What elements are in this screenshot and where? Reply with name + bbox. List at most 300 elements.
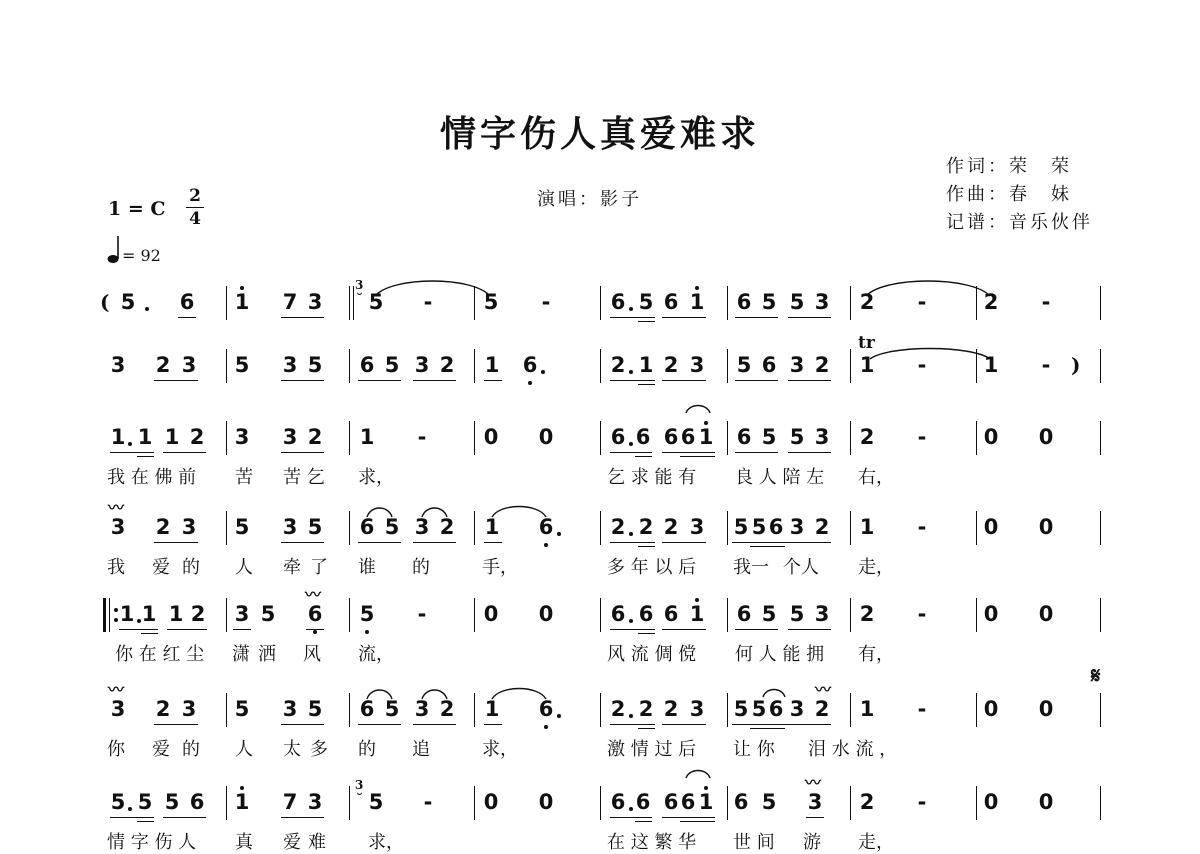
note: 2 [189,425,205,449]
slur-arc [365,503,394,519]
mordent-mark: 〰 [305,585,322,604]
barline [474,349,475,383]
note: 1 [698,790,714,814]
slur-arc [420,685,449,701]
slur-arc [868,343,992,361]
note: 3 [689,697,705,721]
note: - [417,602,427,626]
lyric-text: 太 [283,739,301,760]
note: 1 [164,425,180,449]
note: 1 [119,602,135,626]
low-octave-dot [313,630,317,634]
augmentation-dot [629,307,633,311]
note: 1 [859,515,875,539]
fermata-mark-3: 3 [355,278,364,292]
note: 5 [789,425,805,449]
slur-arc [684,766,712,780]
lyric-text: 的 [412,557,430,578]
note: 5 [359,602,375,626]
lyric-text: 洒 [258,644,276,665]
underline-beam [662,380,706,381]
high-octave-dot [695,286,699,290]
note: 0 [538,790,554,814]
underline-beam [484,724,502,725]
note: 3 [414,353,430,377]
note: 6 [522,353,538,377]
note: 0 [483,790,499,814]
note: 5 [120,290,136,314]
underline-beam [413,542,456,543]
lyric-text: 走， [858,557,894,578]
barline [474,786,475,820]
underline-beam [306,629,324,630]
note: - [423,290,433,314]
note: 6 [359,353,375,377]
open-paren: ( [100,290,110,314]
mordent-mark: 〰 [108,498,125,517]
slur-arc [420,503,449,519]
underline-beam [233,629,251,630]
note: 1 [638,353,654,377]
note: 5 [638,290,654,314]
note: 5 [733,515,749,539]
lyric-text: 的 [358,739,376,760]
note: 6 [663,425,679,449]
note: - [1041,353,1051,377]
slur-arc [864,274,992,298]
lyric-text: 在 这 繁 华 [607,832,697,853]
lyric-text: 爱 [152,739,170,760]
barline [727,598,728,632]
lyric-text: 情 字 伤 人 [107,832,197,853]
barline [600,286,601,320]
note: 3 [234,602,250,626]
note: 2 [859,425,875,449]
note: 6 [736,425,752,449]
high-octave-dot [240,286,244,290]
augmentation-dot [629,619,633,623]
underline-beam [732,542,831,543]
underline-beam [178,317,196,318]
underline-beam [680,456,715,457]
note: 7 [282,290,298,314]
repeat-barline-thick [103,598,106,632]
note: 6 [638,602,654,626]
lyric-text: 乞 求 能 有 [607,467,697,488]
barline [226,786,227,820]
note: 1 [234,290,250,314]
barline [349,286,350,320]
note: 5 [761,602,777,626]
high-octave-dot [704,421,708,425]
lyric-text: 真 [235,832,253,853]
note: 0 [1038,515,1054,539]
note: 2 [859,290,875,314]
note: 5 [368,790,384,814]
lyric-text: 人 [235,739,253,760]
lyric-text: 流， [358,644,394,665]
note: 1 [484,515,500,539]
time-signature-bottom: 4 [189,209,201,229]
underline-beam [735,629,778,630]
lyric-text: 的 [182,557,200,578]
note: 1 [859,697,875,721]
augmentation-dot [557,714,561,718]
note: 2 [638,515,654,539]
underline-beam [484,380,502,381]
barline [976,598,977,632]
barline [349,693,350,727]
underline-beam [788,317,831,318]
underline-beam [638,728,655,729]
barline-double [353,286,354,320]
lyric-text: 了 [310,557,328,578]
barline [1100,349,1101,383]
note: 3 [814,425,830,449]
note: 2 [663,353,679,377]
note: 3 [282,515,298,539]
note: 6 [768,515,784,539]
note: 0 [1038,697,1054,721]
low-octave-dot [528,381,532,385]
note: 6 [538,697,554,721]
lyricist-credit: 作词：荣 荣 [946,156,1072,177]
lyric-text: 多 [310,739,328,760]
underline-beam [167,629,207,630]
barline [727,349,728,383]
barline [600,511,601,545]
breath-mark: ˘ [356,792,363,808]
underline-beam [358,724,401,725]
underline-beam [110,452,154,453]
barline [474,511,475,545]
note: - [423,790,433,814]
note: 5 [307,697,323,721]
barline [474,598,475,632]
note: 2 [814,697,830,721]
note: 1 [234,790,250,814]
underline-beam [110,817,154,818]
slur-arc [761,685,787,699]
augmentation-dot [629,442,633,446]
barline [600,349,601,383]
note: 0 [983,425,999,449]
note: 3 [110,515,126,539]
barline [474,693,475,727]
note: 2 [663,697,679,721]
note: 6 [736,290,752,314]
barline [349,421,350,455]
note: - [917,353,927,377]
barline [600,598,601,632]
note: 3 [181,515,197,539]
note: 5 [761,290,777,314]
underline-beam [484,542,502,543]
fermata-mark-3: 3 [355,778,364,792]
barline [349,598,350,632]
note: 1 [110,425,126,449]
note: 6 [680,425,696,449]
note: 6 [635,425,651,449]
barline [474,421,475,455]
lyric-text: 良 人 陪 左 [735,467,825,488]
note: 6 [663,790,679,814]
note: 2 [439,353,455,377]
underline-beam [281,817,324,818]
mordent-mark: 〰 [805,773,822,792]
note: - [917,697,927,721]
note: 6 [610,790,626,814]
lyric-text: 追 [412,739,430,760]
lyric-text: 游 [803,832,821,853]
lyric-text: 让 你 [733,739,775,760]
note: 2 [307,425,323,449]
lyric-text: 求， [368,832,404,853]
note: 1 [983,353,999,377]
barline [727,693,728,727]
note: 3 [689,353,705,377]
barline [727,511,728,545]
note: 5 [761,425,777,449]
underline-beam [137,456,154,457]
barline [976,421,977,455]
augmentation-dot [557,532,561,536]
underline-beam [154,380,198,381]
note: 3 [282,353,298,377]
barline [976,349,977,383]
note: 5 [483,290,499,314]
slur-arc [490,683,548,701]
underline-beam [413,380,456,381]
barline [1100,693,1101,727]
note: 6 [663,290,679,314]
low-octave-dot [365,630,369,634]
lyric-text: 多 年 以 后 [607,557,697,578]
lyric-text: 泪 水 流 ， [808,739,898,760]
note: - [417,425,427,449]
note: 6 [179,290,195,314]
note: 2 [439,697,455,721]
note: 1 [141,602,157,626]
note: 3 [414,697,430,721]
barline [474,286,475,320]
augmentation-dot [629,532,633,536]
underline-beam [610,317,655,318]
underline-beam [610,817,652,818]
note: 7 [282,790,298,814]
barline [349,349,350,383]
slur-arc [365,685,394,701]
barline [850,349,851,383]
note: 5 [164,790,180,814]
lyric-text: 难 [308,832,326,853]
underline-beam [163,817,206,818]
barline [850,421,851,455]
note: 6 [359,515,375,539]
underline-beam [735,452,778,453]
note: 6 [733,790,749,814]
lyric-text: 我 在 佛 前 [107,467,197,488]
note: 0 [983,790,999,814]
augmentation-dot [629,714,633,718]
underline-beam [610,452,652,453]
note: 6 [768,697,784,721]
note: 5 [789,602,805,626]
note: 5 [234,515,250,539]
barline [226,693,227,727]
underline-beam [610,629,655,630]
close-paren: ) [1071,353,1081,377]
note: 0 [538,602,554,626]
barline [226,421,227,455]
underline-beam [732,724,831,725]
tempo-marking: = 92 [122,246,161,265]
quarter-note-icon [107,234,123,266]
mordent-mark: 〰 [108,680,125,699]
note: 3 [282,697,298,721]
note: 1 [698,425,714,449]
note: 0 [1038,425,1054,449]
time-signature-top: 2 [189,186,201,206]
augmentation-dot [629,807,633,811]
note: 1 [168,602,184,626]
barline [226,511,227,545]
underline-beam [735,317,778,318]
note: 5 [307,353,323,377]
note: 3 [234,425,250,449]
barline [226,286,227,320]
underline-beam [141,633,158,634]
barline [1100,511,1101,545]
underline-beam [154,724,198,725]
lyric-text: 潇 [232,644,250,665]
underline-beam [750,546,785,547]
augmentation-dot [629,370,633,374]
note: 6 [663,602,679,626]
note: 3 [181,697,197,721]
barline [976,286,977,320]
note: 1 [359,425,375,449]
note: - [917,790,927,814]
note: 5 [260,602,276,626]
underline-beam [281,452,324,453]
augmentation-dot [541,370,545,374]
note: 0 [983,602,999,626]
lyric-text: 求， [482,739,518,760]
note: 2 [814,353,830,377]
underline-beam [788,380,831,381]
underline-beam [281,542,324,543]
underline-beam [662,724,706,725]
lyric-text: 苦 [235,467,253,488]
augmentation-dot [128,807,132,811]
note: 3 [689,515,705,539]
note: 5 [384,353,400,377]
singer-credit: 演唱：影子 [537,189,642,210]
note: - [917,515,927,539]
barline [850,511,851,545]
note: 6 [359,697,375,721]
segno-icon: 𝄋 [1091,663,1101,689]
repeat-barline-thin [109,598,110,632]
barline [1100,598,1101,632]
barline [850,598,851,632]
slur-arc [684,401,712,415]
note: 2 [610,353,626,377]
underline-beam [638,546,655,547]
note: 6 [610,602,626,626]
note: 2 [983,290,999,314]
note: 3 [282,425,298,449]
underline-beam [281,724,324,725]
note: - [917,290,927,314]
lyric-text: 谁 [358,557,376,578]
note: 3 [181,353,197,377]
note: 6 [538,515,554,539]
note: 5 [733,697,749,721]
note: 3 [789,353,805,377]
underline-beam [662,317,706,318]
underline-beam [638,633,655,634]
note: 0 [538,425,554,449]
note: 1 [484,353,500,377]
underline-beam [119,629,158,630]
note: 0 [483,602,499,626]
lyric-text: 爱 [283,832,301,853]
lyric-text: 走， [858,832,894,853]
underline-beam [662,452,715,453]
note: - [917,425,927,449]
underline-beam [358,380,401,381]
note: 5 [789,290,805,314]
note: 5 [234,353,250,377]
note: 5 [137,790,153,814]
time-signature [186,186,204,229]
underline-beam [680,821,715,822]
underline-beam [163,452,206,453]
barline [226,598,227,632]
note: 3 [110,697,126,721]
note: - [541,290,551,314]
lyric-text: 有， [858,644,894,665]
barline [727,286,728,320]
note: 3 [414,515,430,539]
underline-beam [638,384,655,385]
barline [727,421,728,455]
underline-beam [662,817,715,818]
barline [850,286,851,320]
barline [976,786,977,820]
note: 6 [635,790,651,814]
underline-beam [154,542,198,543]
lyric-text: 求， [358,467,394,488]
note: 2 [155,353,171,377]
barline [349,511,350,545]
note: - [1041,290,1051,314]
underline-beam [662,542,706,543]
lyric-text: 手， [482,557,518,578]
lyric-text: 右， [858,467,894,488]
slur-arc [490,501,548,519]
lyric-text: 爱 [152,557,170,578]
note: 5 [384,697,400,721]
lyric-text: 牵 [283,557,301,578]
low-octave-dot [544,543,548,547]
note: 3 [807,790,823,814]
underline-beam [610,724,655,725]
note: 2 [190,602,206,626]
underline-beam [137,821,154,822]
